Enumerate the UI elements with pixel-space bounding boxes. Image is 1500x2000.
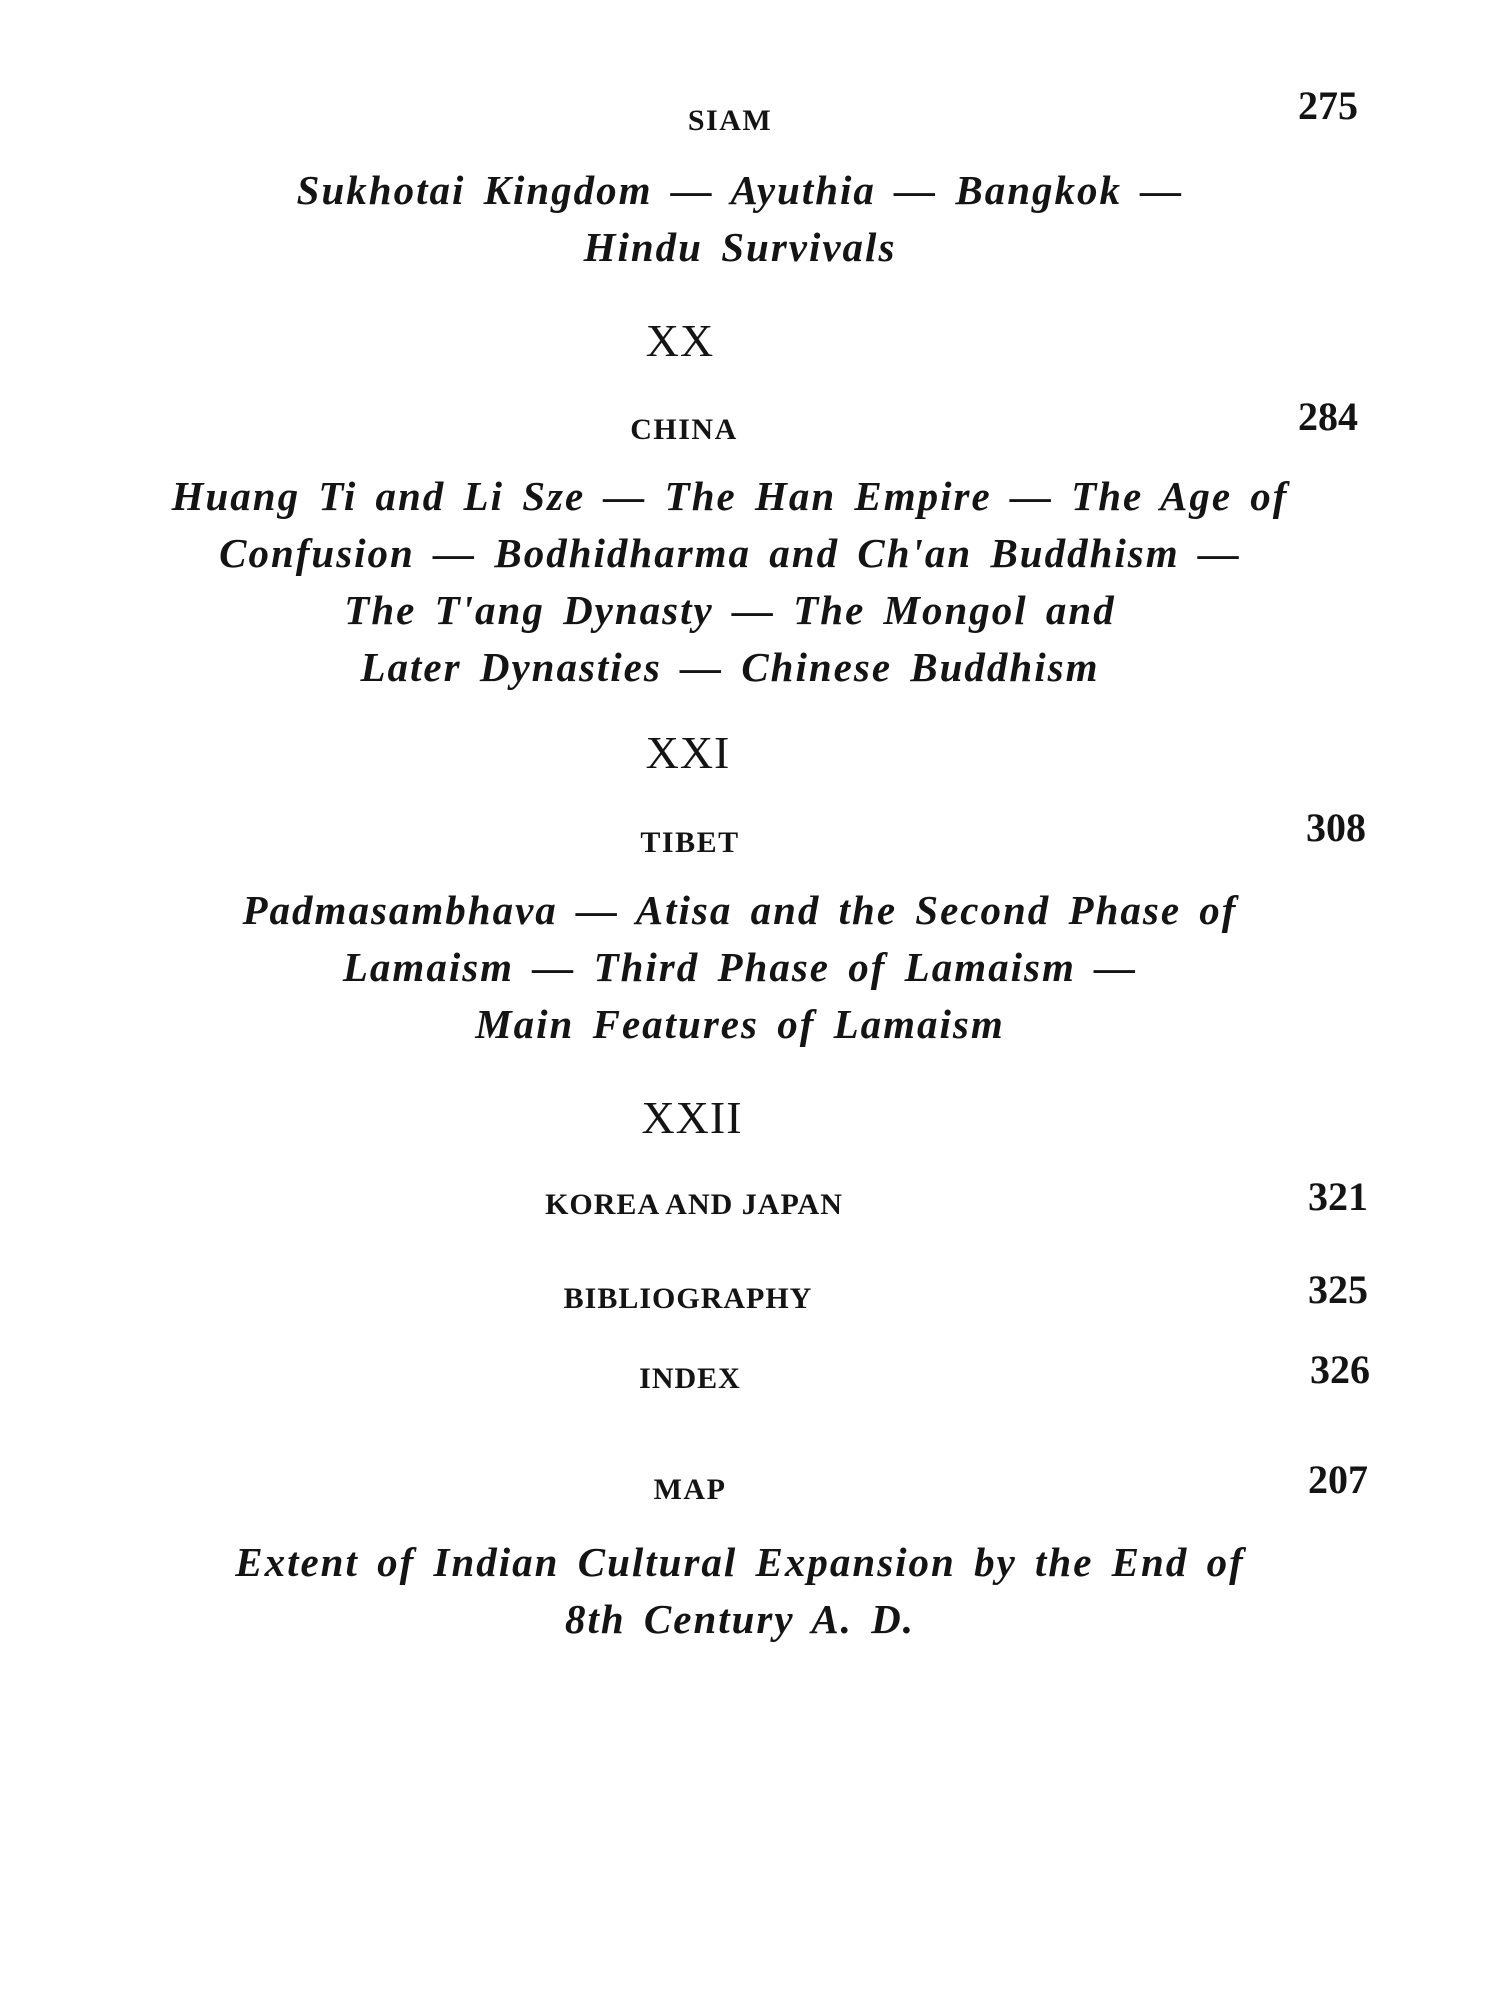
- map-page-number: 207: [1308, 1457, 1368, 1502]
- korea-japan-page-number: 321: [1308, 1174, 1368, 1219]
- china-desc-line: Confusion — Bodhidharma and Ch'an Buddhism —: [219, 530, 1241, 576]
- siam-heading: SIAM: [687, 104, 773, 137]
- siam-desc-line: Sukhotai Kingdom — Ayuthia — Bangkok —: [296, 167, 1184, 213]
- tibet-desc-line: Padmasambhava — Atisa and the Second Phase of: [242, 887, 1238, 933]
- bibliography-heading: BIBLIOGRAPHY: [563, 1282, 813, 1315]
- tibet-desc-line: Lamaism — Third Phase of Lamaism —: [342, 944, 1138, 990]
- map-desc-line: 8th Century A. D.: [564, 1596, 916, 1642]
- china-desc-line: The T'ang Dynasty — The Mongol and: [344, 587, 1116, 633]
- siam-description: [0, 162, 1490, 276]
- chapter-numeral-xx: XX: [645, 315, 715, 366]
- china-desc-line: Later Dynasties — Chinese Buddhism: [360, 644, 1100, 690]
- chapter-numeral-xxi: XXI: [645, 727, 731, 778]
- siam-page-number: 275: [1298, 83, 1358, 128]
- tibet-description: [0, 882, 1490, 1053]
- tibet-page-number: 308: [1306, 805, 1366, 850]
- siam-desc-line: Hindu Survivals: [583, 224, 897, 270]
- tibet-heading: TIBET: [640, 826, 740, 859]
- index-heading: INDEX: [639, 1362, 741, 1395]
- china-desc-line: Huang Ti and Li Sze — The Han Empire — The Age of: [171, 473, 1289, 519]
- bibliography-page-number: 325: [1308, 1267, 1368, 1312]
- china-description: [0, 468, 1480, 696]
- china-heading: CHINA: [630, 413, 738, 446]
- china-page-number: 284: [1298, 394, 1358, 439]
- map-desc-line: Extent of Indian Cultural Expansion by the End of: [235, 1539, 1245, 1585]
- tibet-desc-line: Main Features of Lamaism: [475, 1001, 1005, 1047]
- index-page-number: 326: [1310, 1347, 1370, 1392]
- chapter-numeral-xxii: XXII: [641, 1092, 743, 1143]
- korea-japan-heading: KOREA AND JAPAN: [545, 1188, 843, 1221]
- map-description: [0, 1534, 1490, 1648]
- map-heading: MAP: [653, 1473, 727, 1506]
